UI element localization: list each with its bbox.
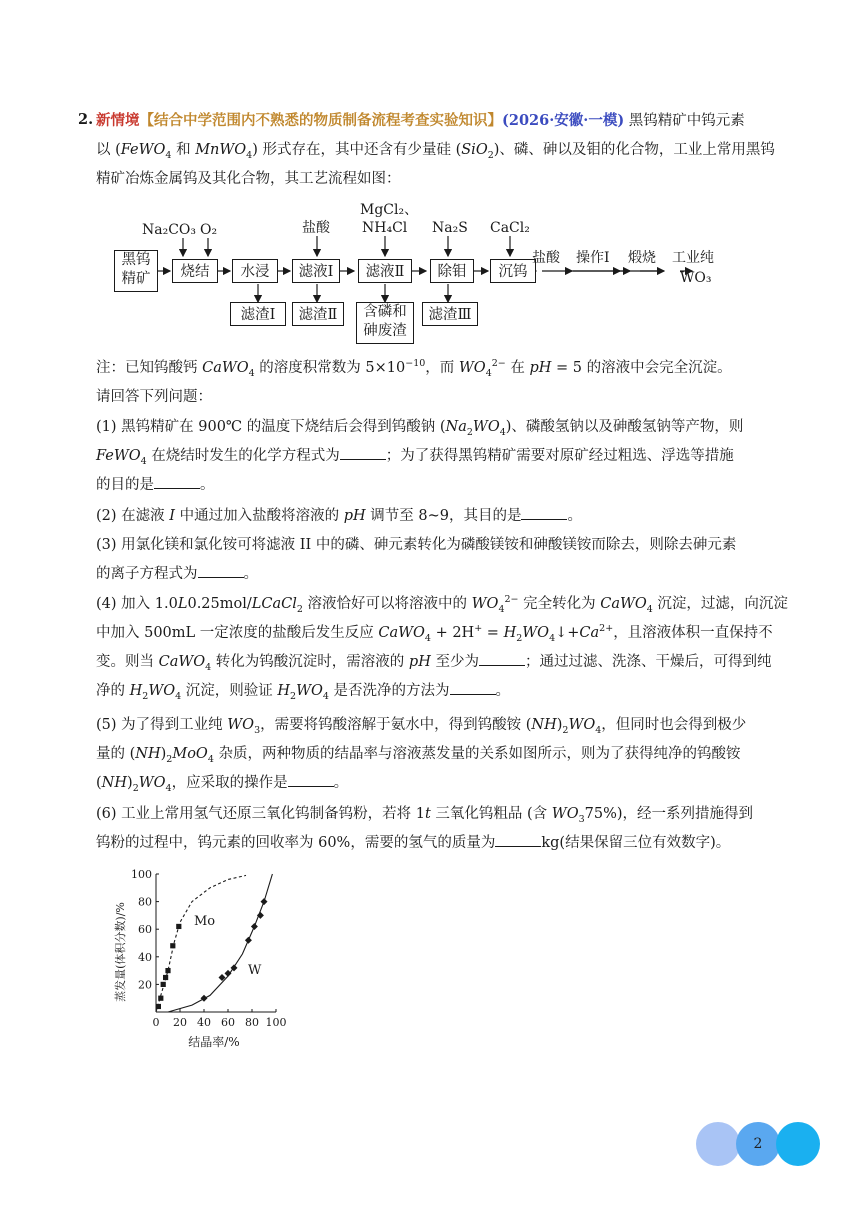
data-point-w (225, 970, 232, 977)
tail-hcl: 盐酸 (532, 250, 560, 266)
pager-circle-left (696, 1122, 740, 1166)
reagent-na2s: Na₂S (432, 220, 468, 236)
reagent-mgcl2: MgCl₂、 (360, 202, 419, 218)
answer-blank-1a[interactable] (340, 445, 386, 460)
reagent-nh4cl: NH₄Cl (362, 220, 408, 236)
x-tick-label: 0 (152, 1016, 160, 1029)
question-2: (2) 在滤液 I 中通过加入盐酸将溶液的 pH 调节至 8~9，其目的是 。 (96, 502, 796, 531)
box-residue-3: 滤渣Ⅲ (422, 302, 478, 326)
answer-blank-4a[interactable] (479, 651, 525, 666)
box-tungsten-precipitation: 沉钨 (490, 259, 536, 283)
x-tick-label: 100 (265, 1016, 287, 1029)
tail-product-line2: WO₃ (680, 270, 712, 286)
note-and-prompt: 注：已知钨酸钙 CaWO$_4$ 的溶度积常数为 $5\times 10^{-10}$，而 $WO_4^{2-}$ 在 pH = 5 的溶液中会完全沉淀。 请回答下列问题： (96, 358, 732, 405)
question-number: 2. (78, 111, 94, 128)
question-6: (6) 工业上常用氢气还原三氧化钨制备钨粉，若将 1t 三氧化钨粗品 (含 $WO_375\%$)，经一系列措施得到 钨粉的过程中，钨元素的回收率为 60%，需要的氢气的质量为 kg(结果保留三位有效数字)。 (96, 806, 754, 851)
question-3: (3) 用氯化镁和氯化铵可将滤液 II 中的磷、砷元素转化为磷酸镁铵和砷酸镁铵而除去，则除去砷元素 的离子方程式为 。 (96, 537, 737, 582)
answer-prompt: 请回答下列问题： (96, 389, 212, 405)
chart-x-label: 结晶率/% (188, 1035, 240, 1049)
data-point-mo (163, 975, 168, 980)
data-point-mo (176, 924, 181, 929)
chart-y-label: 蒸发量(体积分数)/% (114, 902, 127, 1002)
data-point-w (245, 937, 252, 944)
pager-circle-right (776, 1122, 820, 1166)
y-tick-label: 60 (138, 923, 152, 937)
data-point-w (201, 995, 208, 1002)
chart-svg (106, 862, 306, 1052)
x-tick-label: 80 (245, 1016, 259, 1029)
data-point-mo (161, 982, 166, 987)
answer-blank-2[interactable] (521, 505, 567, 520)
answer-blank-5[interactable] (288, 772, 334, 787)
data-point-mo (165, 968, 170, 973)
data-point-w (261, 898, 268, 905)
box-residue-1: 滤渣Ⅰ (230, 302, 286, 326)
y-tick-label: 80 (138, 895, 152, 909)
question-1: (1) 黑钨精矿在 900℃ 的温度下烧结后会得到钨酸钠 $(Na_2WO_4)$、磷酸氢钠以及砷酸氢钠等产物，则 FeWO$_4$ 在烧结时发生的化学方程式为 ；为了获得黑钨精矿需要对原矿经过粗选、浮选等措施 的目的是 。 (96, 419, 744, 493)
page-number: 2 (753, 1136, 763, 1152)
x-tick-label: 40 (197, 1016, 211, 1029)
page-indicator (696, 1122, 826, 1168)
y-tick-label: 100 (131, 868, 152, 881)
box-filtrate-2: 滤液Ⅱ (358, 259, 412, 283)
reagent-na2co3: Na₂CO₃ (142, 222, 197, 238)
series-label-w: W (248, 963, 262, 978)
box-water-leach: 水浸 (232, 259, 278, 283)
y-tick-label: 40 (138, 950, 152, 964)
question-intro: 新情境【结合中学范围内不熟悉的物质制备流程考查实验知识】(2026·安徽·一模) 黑钨精矿中钨元素 以 (FeWO$_4$ 和 MnWO$_4$) 形式存在，其中还含有少量硅 (SiO$_2$)、磷、砷以及钼的化合物，工业上常用黑钨 精矿冶炼金属钨及其化合物，其工艺流程如图： (96, 112, 775, 187)
process-flow-diagram (100, 198, 780, 348)
reagent-hcl: 盐酸 (302, 220, 330, 236)
series-line-w (168, 874, 272, 1012)
y-tick-label: 20 (138, 978, 152, 992)
answer-blank-3[interactable] (198, 563, 244, 578)
data-point-mo (170, 943, 175, 948)
topic-bracket: 【结合中学范围内不熟悉的物质制备流程考查实验知识】 (139, 112, 502, 129)
box-filtrate-1: 滤液Ⅰ (292, 259, 340, 283)
answer-blank-4b[interactable] (450, 680, 496, 695)
x-tick-label: 60 (221, 1016, 235, 1029)
question-5: (5) 为了得到工业纯 $WO_3$，需要将钨酸溶解于氨水中，得到钨酸铵 $(NH)_2WO_4$，但同时也会得到极少 量的 $(NH)_2MoO_4$ 杂质，两种物质的结晶率与溶液蒸发量的关系如图所示，则为了获得纯净的钨酸铵 $(NH)_2WO_4$，应采取的操作是 。 (96, 717, 747, 794)
series-line-mo (156, 875, 246, 1012)
box-p-as-waste: 含磷和 砷废渣 (356, 302, 414, 344)
x-tick-label: 20 (173, 1016, 187, 1029)
new-context-tag: 新情境 (96, 112, 140, 129)
tail-calcination: 煅烧 (628, 250, 656, 266)
box-residue-2: 滤渣Ⅱ (292, 302, 344, 326)
box-sintering: 烧结 (172, 259, 218, 283)
tail-operation-1: 操作Ⅰ (576, 250, 610, 266)
box-black-tungsten-ore: 黑钨 精矿 (114, 250, 158, 292)
data-point-mo (158, 996, 163, 1001)
answer-blank-6[interactable] (495, 832, 541, 847)
reagent-o2: O₂ (200, 222, 218, 238)
data-point-w (251, 923, 258, 930)
question-source: (2026·安徽·一模) (502, 112, 625, 129)
crystallization-chart (106, 862, 306, 1052)
series-label-mo: Mo (194, 914, 216, 929)
data-point-mo (156, 1004, 161, 1009)
answer-blank-1b[interactable] (154, 474, 200, 489)
question-4: (4) 加入 1.0L0.25mol/LCaCl$_2$ 溶液恰好可以将溶液中的 $WO_4^{2-}$ 完全转化为 CaWO$_4$ 沉淀，过滤，向沉淀 中加入 500mL 一定浓度的盐酸后发生反应 CaWO$_4$ + $2H^+ = H_2WO_4↓+Ca^{2+}$，且溶液体积一直保持不 变。则当 CaWO$_4$ 转化为钨酸沉淀时，需溶液的 pH 至少为 ；通过过滤、洗涤、干燥后，可得到纯 净的 $H_2WO_4$ 沉淀，则验证 $H_2WO_4$ 是否洗净的方法为 。 (96, 594, 788, 702)
reagent-cacl2: CaCl₂ (490, 220, 530, 236)
box-molybdenum-removal: 除钼 (430, 259, 474, 283)
tail-product-line1: 工业纯 (672, 250, 714, 266)
